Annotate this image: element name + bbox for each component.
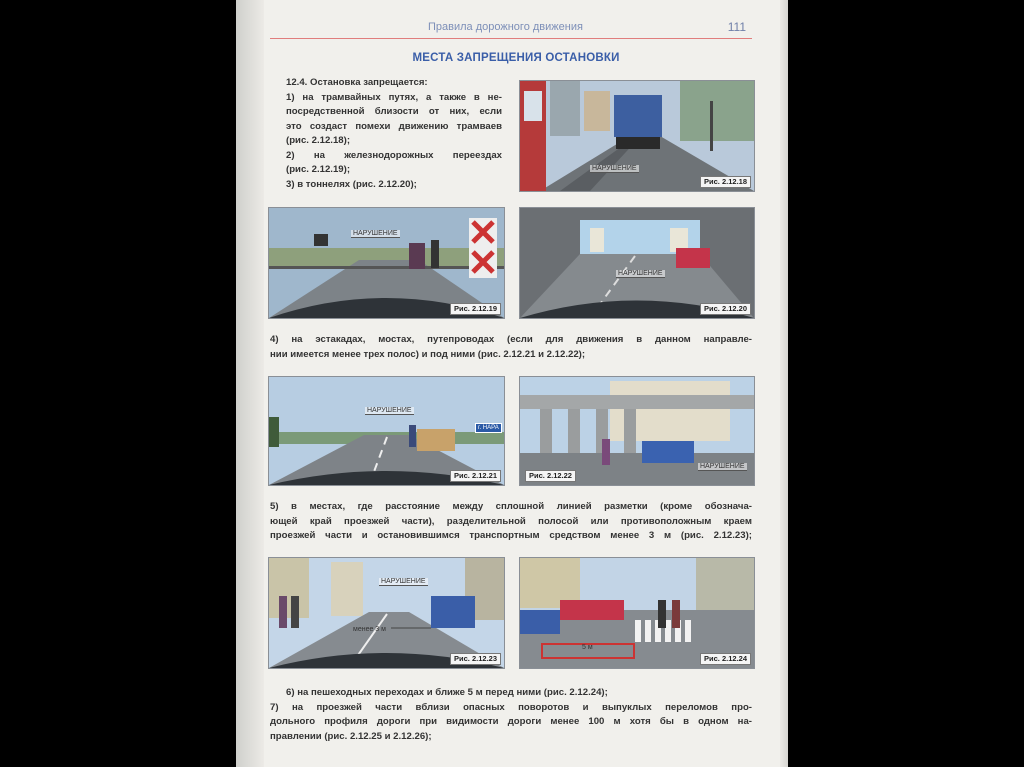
figure-2-12-23: [268, 557, 505, 669]
text-line: проезжей части и остановившимся транспортным средством менее 3 м (рис. 2.12.23);: [270, 530, 752, 541]
violation-label: НАРУШЕНИЕ: [353, 230, 398, 237]
header-title: Правила дорожного движения: [428, 21, 583, 33]
text-line: (рис. 2.12.18);: [286, 135, 351, 146]
violation-label: НАРУШЕНИЕ: [367, 407, 412, 414]
figure-2-12-19: [268, 207, 505, 319]
text-line: 1) на трамвайных путях, а также в не-: [286, 91, 502, 103]
page-number: 111: [727, 20, 746, 34]
intro-text: [286, 76, 502, 192]
figure-caption: Рис. 2.12.22: [525, 470, 576, 482]
item-4-text: [270, 333, 752, 362]
text-line: 12.4. Остановка запрещается:: [286, 77, 428, 88]
distance-label: менее 3 м: [353, 626, 386, 633]
text-line: (рис. 2.12.19);: [286, 164, 351, 175]
violation-label: НАРУШЕНИЕ: [592, 165, 637, 172]
text-line: 7) на проезжей части вблизи опасных поворотов и выпуклых переломов про-: [270, 701, 752, 713]
text-line: нии имеется менее трех полос) и под ними (рис. 2.12.21 и 2.12.22);: [270, 348, 586, 360]
figure-2-12-21: [268, 376, 505, 486]
narrow-lane-illustration: [269, 558, 504, 668]
text-line: 5) в местах, где расстояние между сплошной линией разметки (кроме обознача-: [270, 501, 752, 512]
book-page: [236, 0, 788, 767]
text-line: ющей край проезжей части), разделительной полосой или противоположным краем: [270, 515, 752, 527]
city-limit-sign: г. НАРА: [475, 423, 502, 433]
figure-caption: Рис. 2.12.20: [700, 303, 751, 315]
figure-caption: Рис. 2.12.24: [700, 653, 751, 665]
page-gutter-shadow: [236, 0, 264, 767]
item-6-7-text: [270, 686, 752, 744]
running-header: [270, 18, 752, 39]
text-line: 2) на железнодорожных переездах: [286, 149, 502, 161]
text-line: 3) в тоннелях (рис. 2.12.20);: [286, 178, 417, 190]
figure-2-12-18: [519, 80, 755, 192]
figure-2-12-22: [519, 376, 755, 486]
figure-caption: Рис. 2.12.21: [450, 470, 501, 482]
railway-crossing-illustration: [269, 208, 504, 318]
bridge-illustration: [269, 377, 504, 485]
text-line: дольного профиля дороги при видимости дороги менее 100 м хотя бы в одном на-: [270, 716, 752, 727]
text-line: 6) на пешеходных переходах и ближе 5 м перед ними (рис. 2.12.24);: [286, 687, 608, 698]
item-5-text: [270, 500, 752, 544]
pedestrian-crossing-illustration: [520, 558, 754, 668]
figure-2-12-20: [519, 207, 755, 319]
tram-scene-illustration: [520, 81, 754, 191]
figure-caption: Рис. 2.12.23: [450, 653, 501, 665]
section-title: МЕСТА ЗАПРЕЩЕНИЯ ОСТАНОВКИ: [412, 52, 620, 64]
violation-label: НАРУШЕНИЕ: [618, 270, 663, 277]
violation-label: НАРУШЕНИЕ: [700, 463, 745, 470]
page-edge-shadow: [780, 0, 788, 767]
text-line: 4) на эстакадах, мостах, путепроводах (если для движения в данном направле-: [270, 334, 752, 345]
text-line: правлении (рис. 2.12.25 и 2.12.26);: [270, 730, 432, 742]
figure-caption: Рис. 2.12.18: [700, 176, 751, 188]
tunnel-illustration: [520, 208, 754, 318]
figure-caption: Рис. 2.12.19: [450, 303, 501, 315]
distance-label: 5 м: [582, 644, 593, 651]
text-line: это создаст помехи движению трамваев: [286, 120, 502, 132]
violation-label: НАРУШЕНИЕ: [381, 578, 426, 585]
text-line: посредственной близости от них, если: [286, 106, 502, 117]
figure-2-12-24: [519, 557, 755, 669]
